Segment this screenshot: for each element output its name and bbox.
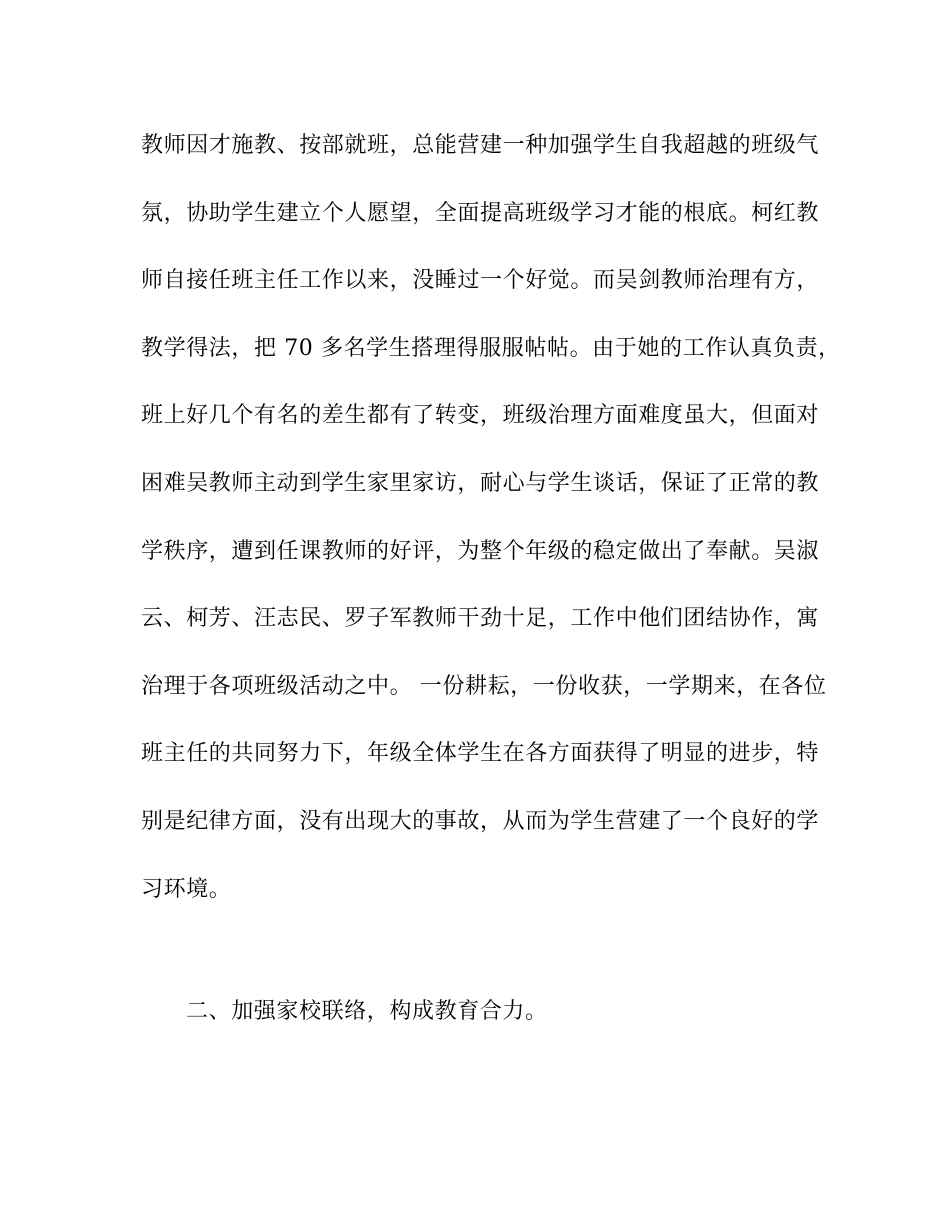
paragraph-line: 班主任的共同努力下，年级全体学生在各方面获得了明显的进步，特	[141, 741, 820, 767]
section-heading: 二、加强家校联络，构成教育合力。	[186, 999, 548, 1024]
paragraph-line: 困难吴教师主动到学生家里家访，耐心与学生谈话，保证了正常的教	[141, 470, 820, 496]
paragraph-line: 治理于各项班级活动之中。 一份耕耘，一份收获，一学期来，在各位	[141, 673, 827, 699]
paragraph-line: 学秩序，遭到任课教师的好评，为整个年级的稳定做出了奉献。吴淑	[141, 538, 820, 564]
body-paragraph	[141, 124, 841, 935]
paragraph-line: 教师因才施教、按部就班，总能营建一种加强学生自我超越的班级气	[141, 133, 820, 158]
paragraph-line: 师自接任班主任工作以来，没睡过一个好觉。而吴剑教师治理有方，	[141, 268, 820, 294]
paragraph-line: 习环境。	[141, 876, 232, 902]
paragraph-line: 班上好几个有名的差生都有了转变，班级治理方面难度虽大，但面对	[141, 403, 820, 429]
paragraph-line: 云、柯芳、汪志民、罗子军教师干劲十足，工作中他们团结协作，寓	[141, 606, 820, 632]
paragraph-line: 别是纪律方面，没有出现大的事故，从而为学生营建了一个良好的学	[141, 808, 820, 834]
paragraph-line: 氛，协助学生建立个人愿望，全面提高班级学习才能的根底。柯红教	[141, 200, 820, 226]
paragraph-line: 教学得法，把 70 多名学生搭理得服服帖帖。由于她的工作认真负责，	[141, 335, 841, 361]
